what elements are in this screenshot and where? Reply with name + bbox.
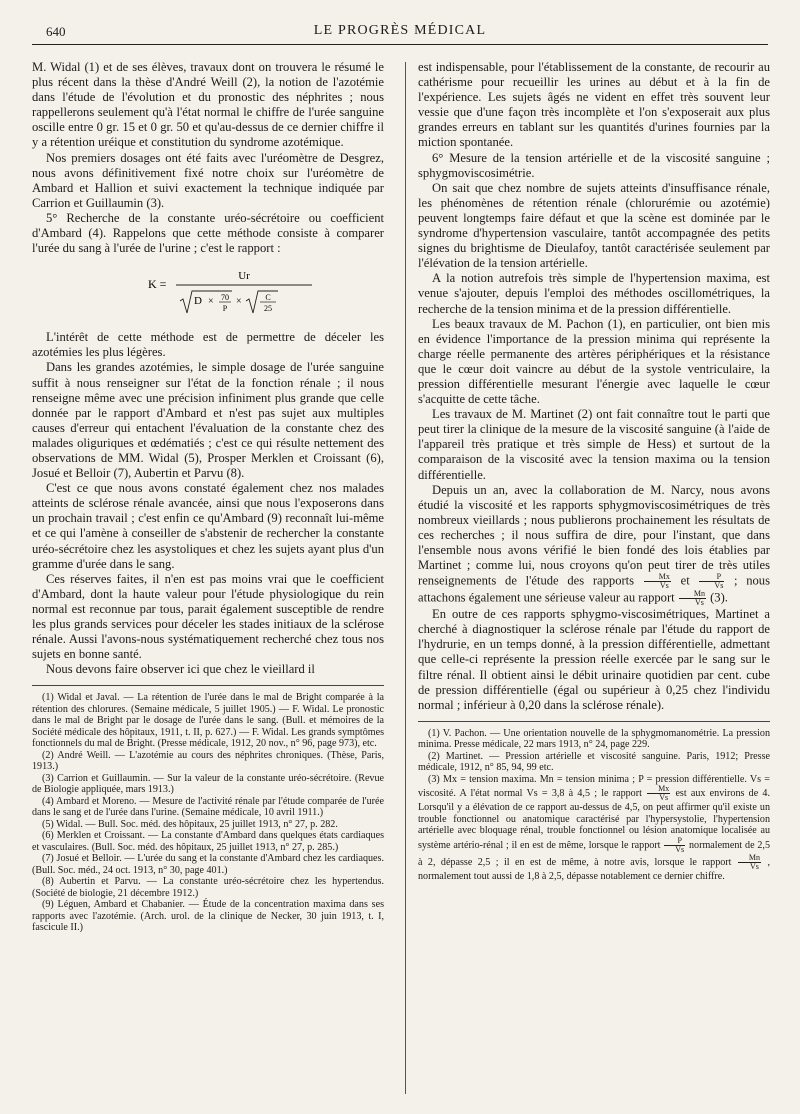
- frac-den: Vs: [659, 793, 669, 803]
- paragraph: Dans les grandes azotémies, le simple dosage de l'urée sanguine suffit à nous renseigner sur l'état de la fonction rénale ; il nous renseigne même avec une précision infiniment plus grande que celle donnée par le rapport d'Ambard et n'est pas sujet aux multiples causes d'erreur qui entachent l'évaluation de la constante chez des malades oliguriques et œdématiés ; c'est ce qui résulte nettement des observations de MM. Widal (5), Prosper Merklen et Croissant (6), Josué et Belloir (7), Aubertin et Parvu (8).: [32, 360, 384, 481]
- frac-num: P: [664, 837, 685, 846]
- paragraph: L'intérêt de cette méthode est de permettre de déceler les azotémies les plus légères.: [32, 330, 384, 360]
- frac-num: Mx: [644, 573, 671, 582]
- running-header: [32, 18, 768, 40]
- paragraph: 5° Recherche de la constante uréo-sécrétoire ou coefficient d'Ambard (4). Rappelons que cette méthode consiste à comparer l'urée du sang à l'urée de l'urine ; c'est le rapport :: [32, 210, 384, 256]
- formula-graphic: [132, 264, 312, 320]
- ratio-mx-vs: [647, 785, 670, 802]
- footnote: (2) Martinet. — Pression artérielle et viscosité sanguine. Paris, 1912; Presse médicale, 1912, n° 85, 94, 99 etc.: [418, 750, 770, 774]
- paragraph: est indispensable, pour l'établissement de la constante, de recourir au cathérisme pour recueillir les urines au début et à la fin de l'expérience. Les sujets âgés ne vident en effet très souvent leur vessie que d'une façon très incomplète et l'on s'exposerait aux plus grandes erreurs en tablant sur les quantités d'urines fournies par la miction spontanée.: [418, 60, 770, 150]
- footnote: (1) V. Pachon. — Une orientation nouvelle de la sphygmomanométrie. La pression minima. Presse médicale, 22 mars 1913, n° 24, page 229.: [418, 727, 770, 751]
- paragraph: Ces réserves faites, il n'en est pas moins vrai que le coefficient d'Ambard, dont la haute valeur pour l'étude physiologique du rein normal est reconnue par tous, parait également susceptible de rendre les plus grands services pour déceler les stades initiaux de la sclérose rénale. Aussi l'avons-nous systématiquement recherché chez tous nos sujets en bonne santé.: [32, 571, 384, 662]
- footnote: (3) Carrion et Guillaumin. — Sur la valeur de la constante uréo-sécrétoire. (Revue de Biologie appliquée, mars 1913.): [32, 772, 384, 796]
- frac-den: Vs: [675, 844, 685, 854]
- frac2-num: C: [265, 293, 271, 303]
- paragraph: C'est ce que nous avons constaté également chez nos malades atteints de sclérose rénale avancée, ainsi que nous l'exposerons dans un prochain travail ; c'est enfin ce qu'Ambard (9) reconnaît lui-même et ce qui l'amène à conseiller de s'abstenir de rechercher la constante uréo-sécrétoire chez les asystoliques et chez les sujets ayant plus d'un gramme d'urée dans le sang.: [32, 481, 384, 571]
- frac-den: Vs: [750, 861, 759, 871]
- journal-title: LE PROGRÈS MÉDICAL: [313, 23, 487, 38]
- text-run: , normalement tout aussi de 1,8 à 2,5, dépasse notablement ce dernier chiffre.: [418, 856, 770, 882]
- section-heading: 6° Mesure de la tension artérielle et de la viscosité sanguine ; sphygmoviscosimétrie.: [418, 150, 770, 180]
- frac-num: Mn: [679, 590, 706, 599]
- paragraph: Nous devons faire observer ici que chez le vieillard il: [46, 662, 315, 677]
- frac-num: P: [699, 573, 724, 582]
- ratio-mn-vs: [738, 854, 761, 871]
- footnote: [418, 774, 770, 883]
- times-sign: ×: [208, 296, 214, 308]
- text-run: et: [680, 573, 690, 588]
- footnote: (4) Ambard et Moreno. — Mesure de l'activité rénale par l'étude comparée de l'urée dans le sang et de l'urée dans l'urine. (Semaine médicale, 10 avril 1911.): [32, 795, 384, 819]
- frac-den: Vs: [694, 598, 704, 608]
- footnotes-left: [32, 685, 384, 934]
- footnote: (7) Josué et Belloir. — L'urée du sang et la constante d'Ambard chez les cardiaques. (Bull. Soc. méd., 24 oct. 1913, n° 30, page 401.): [32, 853, 384, 876]
- footnote: (2) André Weill. — L'azotémie au cours des néphrites chroniques. (Thèse, Paris, 1913.): [32, 749, 384, 773]
- paragraph: Les travaux de M. Martinet (2) ont fait connaître tout le parti que peut tirer la clinique de la mesure de la viscosité sanguine (à l'aide de l'appareil très pratique et très simple de Hess) et surtout de la comparaison de la viscosité avec la tension maxima ou la tension différentielle.: [418, 407, 770, 482]
- footnote: (5) Widal. — Bull. Soc. méd. des hôpitaux, 25 juillet 1913, n° 27, p. 282.: [42, 818, 338, 830]
- right-column: [418, 60, 770, 882]
- paragraph: M. Widal (1) et de ses élèves, travaux dont on trouvera le résumé le plus récent dans la thèse d'André Weill (2), la notion de l'azotémie dans l'étude de l'évolution et du pronostic des néphrites ; nous rappellerons seulement qu'à l'état normal le chiffre de l'urée sanguine oscille entre 0 gr. 15 et 0 gr. 50 et qu'au-dessus de ce dernier chiffre il y a rétention uréique et constitution du syndrome azotémique.: [32, 60, 384, 150]
- footnote: (1) Widal et Javal. — La rétention de l'urée dans le mal de Bright comparée à la rétention des chlorures. (Semaine médicale, 5 juillet 1905.) — F. Widal. Le pronostic dans le mal de Bright par le dosage de l'urée dans le sang. (Bull. et mémoires de la Société médicale des hôpitaux, 1911, t. II, p. 627.) — F. Widal. Les grands symptômes fonctionnels du mal de Bright. (Presse médicale, 1912, 20 nov., n° 96, page 973), etc.: [32, 692, 384, 750]
- frac1-den: P: [222, 304, 228, 314]
- frac-num: Mn: [738, 854, 761, 863]
- paragraph: On sait que chez nombre de sujets atteints d'insuffisance rénale, les phénomènes de rétention rénale (chlorurémie ou azotémie) peuvent longtemps faire défaut et que la scène est dominée par le syndrome d'hypertension vasculaire, tantôt accompagnée des petits signes du brightisme de Dieulafoy, tantôt caractérisée seulement par l'élévation de la tension artérielle.: [418, 180, 770, 271]
- frac-den: Vs: [659, 581, 669, 591]
- formula-numerator: Ur: [238, 270, 250, 283]
- text-run: (3) Mx = tension maxima. Mn = tension minima ; P = pression différentielle. Vs = viscosité. A l'état normal Vs = 3,8 à 4,5 ; le rapport: [418, 773, 770, 800]
- frac1-num: 70: [221, 293, 229, 303]
- text-run: Depuis un an, avec la collaboration de M. Narcy, nous avons étudié la viscosité et les rapports sphygmoviscosimétriques de très nombreux vieillards ; nous publierons prochainement les résultats de ces recherches ; il nous suffira de dire, pour l'instant, que dans l'ensemble nous avons vérifié le bien fondé des lois établies par Martinet ; comme lui, nous croyons qu'on peut tirer de très utiles renseignements de l'étude des rapports: [418, 482, 770, 588]
- formula-d: D: [194, 295, 202, 308]
- paragraph: [418, 483, 770, 608]
- paragraph: En outre de ces rapports sphygmo-viscosimétriques, Martinet a cherché à diagnostiquer la sclérose rénale par l'étude du rapport de l'hydrurie, en un temps donné, à la pression différentielle, admettant que celle-ci représente la pression réelle exercée par le sang sur le filtre rénal. Il obtient ainsi le débit urinaire quotidien par cent. cube de pression différentielle (égal ou supérieur à 0,25 chez l'individu normal ; inférieur à 0,20 dans la sclérose rénale).: [418, 607, 770, 712]
- frac-den: Vs: [714, 581, 724, 591]
- times-sign: ×: [236, 296, 242, 308]
- ratio-p-vs: [664, 837, 685, 854]
- column-divider: [405, 62, 406, 1094]
- paragraph: A la notion autrefois très simple de l'hypertension maxima, est venue s'ajouter, depuis l'emploi des méthodes oscillométriques, la recherche de la tension minima et de la pression différentielle.: [418, 271, 770, 316]
- paragraph: Les beaux travaux de M. Pachon (1), en particulier, ont bien mis en évidence l'importance de la pression minima qui représente la charge réelle permanente des artères périphériques et la résistance que le cœur doit vaincre au début de la systole ventriculaire, la pression différentielle mesurant l'énergie avec laquelle le cœur s'acquitte de cette tâche.: [418, 316, 770, 407]
- footnotes-right: [418, 721, 770, 883]
- page-number: 640: [46, 24, 66, 39]
- text-run: normalement de 2,5 à 2, dépasse 2,5 ; il en est de même, à notre avis, lorsque le rapport: [418, 839, 770, 868]
- frac2-den: 25: [264, 304, 272, 314]
- footnote: (6) Merklen et Croissant. — La constante d'Ambard dans quelques états cardiaques et vasculaires. (Bull. Soc. méd. des hôpitaux, 25 juillet 1913, n° 27, p. 285.): [32, 830, 384, 853]
- text-run: (3).: [710, 590, 728, 605]
- frac-num: Mx: [647, 785, 670, 794]
- footnote: (8) Aubertin et Parvu. — La constante uréo-sécrétoire chez les hypertendus. (Société de biologie, 21 décembre 1912.): [32, 876, 384, 899]
- text-run: ; nous attachons également une sérieuse valeur au rapport: [418, 573, 770, 605]
- ambard-formula: [32, 264, 384, 320]
- left-column: [32, 60, 384, 934]
- formula-lhs: K =: [148, 277, 167, 292]
- header-rule: [32, 44, 768, 45]
- footnote: (9) Léguen, Ambard et Chabanier. — Étude de la concentration maxima dans ses rapports avec l'azotémie. (Arch. urol. de la clinique de Necker, 30 juin 1913, t. I, fascicule II.): [32, 899, 384, 934]
- ratio-mn-vs: [679, 590, 706, 607]
- ratio-p-vs: [699, 573, 724, 590]
- paragraph: Nos premiers dosages ont été faits avec l'uréomètre de Desgrez, nous avons définitivement fixé notre choix sur l'uréomètre de Ambard et Hallion et suivi exactement la technique indiquée par Carrion et Guillaumin (3).: [32, 150, 384, 210]
- ratio-mx-vs: [644, 573, 671, 590]
- text-run: est aux environs de 4. Lorsqu'il y a élévation de ce rapport au-dessus de 4,5, on peut affirmer qu'il existe un trouble fonctionnel ou anatomique caractérisé par l'hypersystolie, l'hypertension artérielle avec bloquage rénal, trouble fonctionnel ou lésion anatomique localisée au système artério-rénal ; il en est de même, lorsque le rapport: [418, 788, 770, 851]
